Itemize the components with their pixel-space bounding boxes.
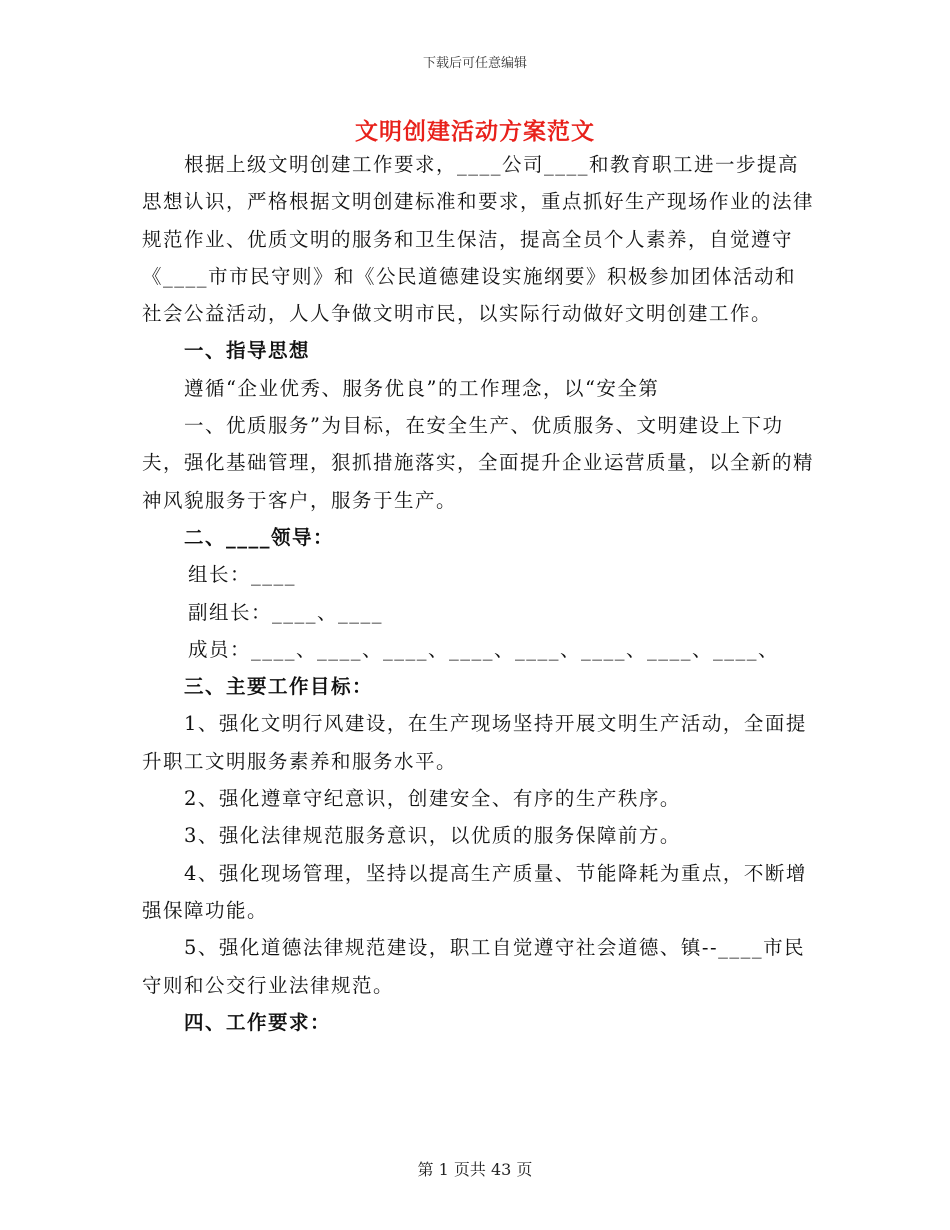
intro-paragraph: 根据上级文明创建工作要求，____公司____和教育职工进一步提高思想认识，严格根据文明创建标准和要求，重点抓好生产现场作业的法律规范作业、优质文明的服务和卫生保洁，提高全员个人素养，自觉遵守《____市市民守则》和《公民道德建设实施纲要》积极参加团体活动和社会公益活动，人人争做文明市民，以实际行动做好文明创建工作。 — [142, 153, 815, 326]
section-heading-guiding: 一、指导思想 — [184, 339, 311, 363]
goal-item-2: 2、强化遵章守纪意识，创建安全、有序的生产秩序。 — [184, 787, 681, 811]
page-number-footer: 第 1 页共 43 页 — [417, 1160, 533, 1179]
section-heading-requirements: 四、工作要求： — [184, 1010, 332, 1034]
leader-line: 组长：____ — [188, 563, 297, 587]
goal-item-1: 1、强化文明行风建设，在生产现场坚持开展文明生产活动，全面提升职工文明服务素养和服务水平。 — [142, 712, 807, 773]
goal-item-5: 5、强化道德法律规范建设，职工自觉遵守社会道德、镇--____市民守则和公交行业法律规范。 — [142, 936, 806, 997]
document-title: 文明创建活动方案范文 — [355, 118, 595, 145]
guiding-line-2: 一、优质服务”为目标，在安全生产、优质服务、文明建设上下功夫，强化基础管理，狠抓措施落实，全面提升企业运营质量，以全新的精神风貌服务于客户，服务于生产。 — [142, 414, 815, 512]
guiding-line-1: 遵循“企业优秀、服务优良”的工作理念，以“安全第 — [184, 376, 660, 400]
members-line: 成员：____、____、____、____、____、____、____、____、 — [188, 637, 780, 661]
section-heading-leadership: 二、____领导： — [184, 525, 335, 549]
goal-item-4: 4、强化现场管理，坚持以提高生产质量、节能降耗为重点，不断增强保障功能。 — [142, 861, 807, 922]
document-body — [142, 146, 814, 1041]
section-heading-goals: 三、主要工作目标： — [184, 675, 374, 699]
goal-item-3: 3、强化法律规范服务意识，以优质的服务保障前方。 — [184, 824, 681, 848]
header-note: 下载后可任意编辑 — [422, 56, 527, 71]
deputy-line: 副组长：____、____ — [188, 600, 384, 624]
